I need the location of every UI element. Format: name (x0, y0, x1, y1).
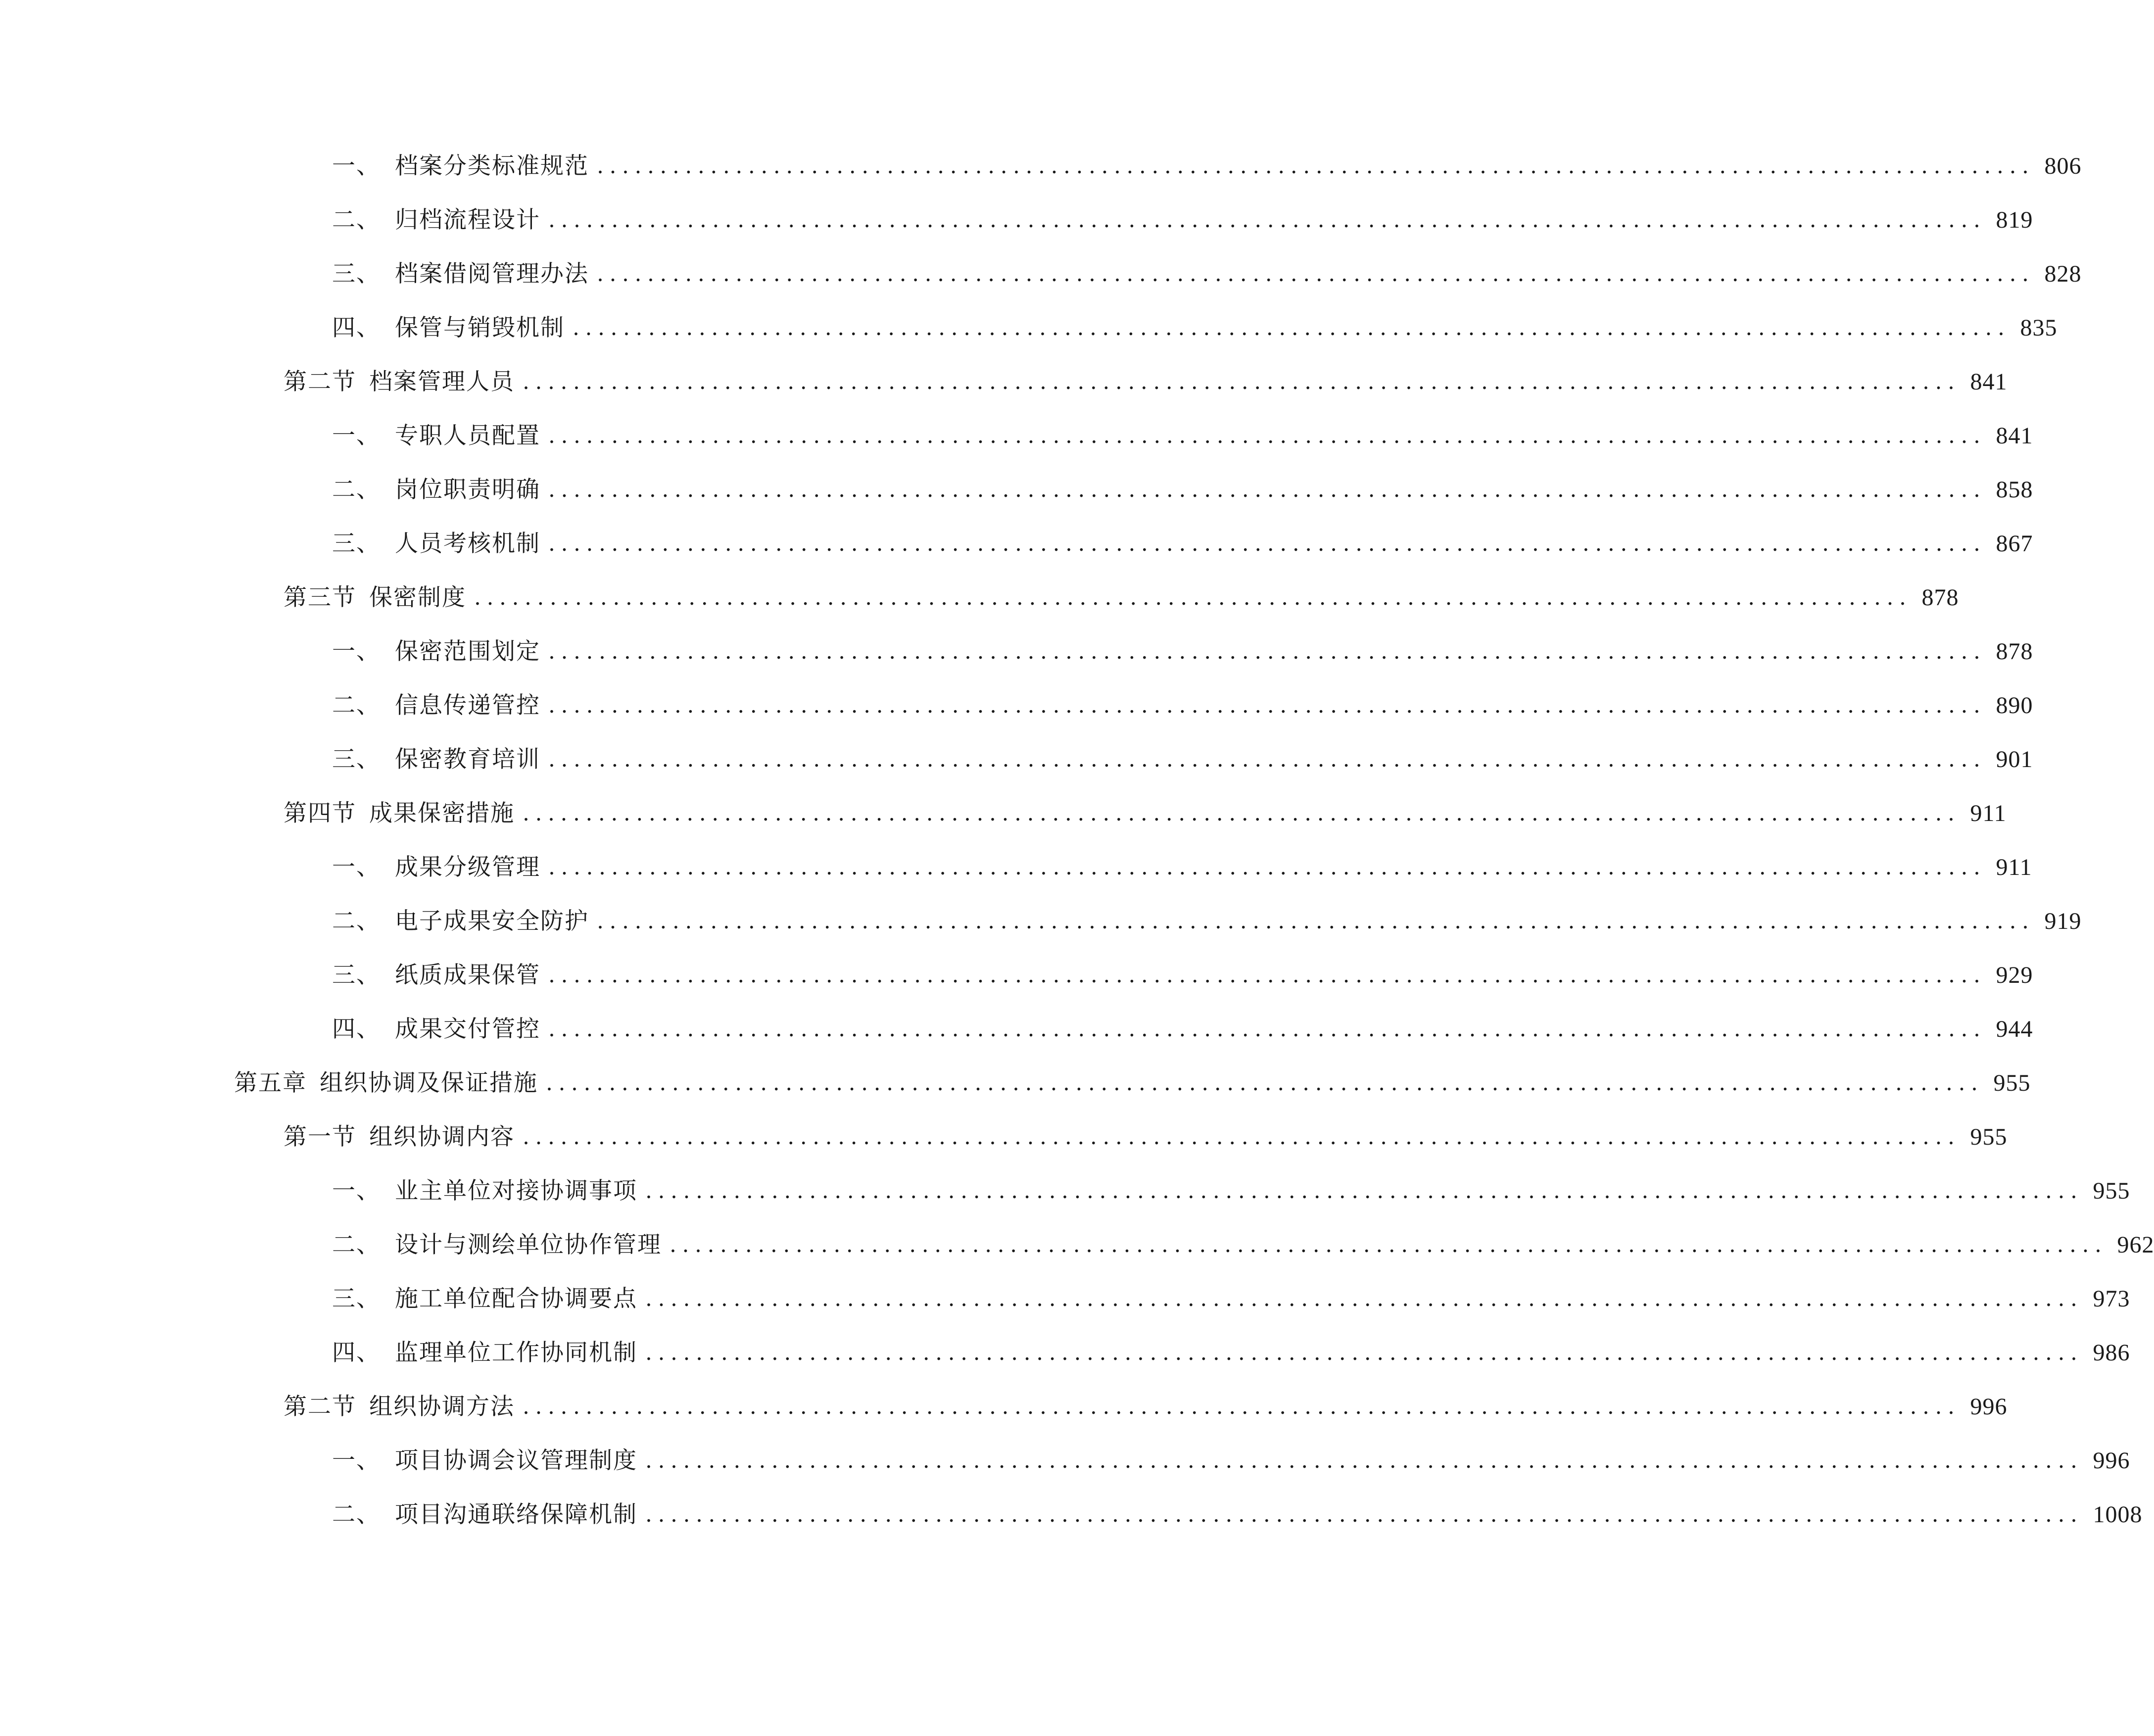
toc-page-number: 911 (1970, 800, 2007, 826)
toc-entry[interactable] (332, 686, 2033, 725)
toc-entry-title: 归档流程设计 (395, 206, 540, 234)
toc-entry-number: 第一节 (284, 1123, 356, 1151)
toc-page-number: 911 (1996, 854, 2032, 880)
toc-page-number: 996 (2093, 1447, 2130, 1474)
toc-entry[interactable] (332, 1441, 2130, 1481)
toc-entry-number: 一、 (332, 638, 381, 665)
dot-leader: .................................................................................................................. (548, 639, 1986, 664)
toc-page-number: 890 (1996, 692, 2033, 719)
toc-entry-number: 一、 (332, 1447, 381, 1474)
toc-entry-title: 档案管理人员 (369, 368, 515, 395)
toc-page-number: 878 (1921, 584, 1959, 611)
toc-page-number: 962 (2117, 1232, 2154, 1258)
toc-entry-number: 一、 (332, 422, 381, 449)
toc-entry[interactable] (332, 308, 2058, 348)
dot-leader: .................................................................................................................. (548, 693, 1986, 718)
toc-entry-title: 施工单位配合协调要点 (395, 1285, 637, 1312)
toc-page-number: 819 (1996, 207, 2033, 233)
toc-entry-number: 四、 (332, 1015, 381, 1043)
toc-entry-title: 成果交付管控 (395, 1015, 540, 1043)
toc-page-number: 955 (1993, 1070, 2031, 1096)
toc-entry-number: 三、 (332, 962, 381, 989)
toc-entry-title: 人员考核机制 (395, 530, 540, 557)
toc-entry-number: 一、 (332, 152, 381, 180)
toc-entry[interactable] (332, 1171, 2130, 1211)
toc-entry-title: 保密制度 (369, 584, 466, 611)
toc-entry[interactable] (332, 848, 2032, 887)
dot-leader: .................................................................................................................. (548, 477, 1986, 502)
toc-entry-title: 电子成果安全防护 (395, 908, 589, 935)
dot-leader: .................................................................................................................. (645, 1448, 2083, 1473)
toc-entry-number: 第三节 (284, 584, 356, 611)
toc-page-number: 867 (1996, 530, 2033, 557)
toc-page-number: 996 (1970, 1394, 2008, 1420)
dot-leader: .................................................................................................................. (597, 909, 2035, 934)
dot-leader: .................................................................................................................. (548, 531, 1986, 556)
toc-entry-title: 成果分级管理 (395, 854, 540, 881)
dot-leader: .................................................................................................................. (474, 585, 1912, 610)
toc-entry-title: 保管与销毁机制 (395, 314, 565, 341)
toc-entry[interactable] (332, 1495, 2143, 1535)
toc-entry-title: 组织协调及保证措施 (320, 1069, 538, 1097)
toc-entry-title: 监理单位工作协同机制 (395, 1339, 637, 1366)
dot-leader: .................................................................................................................. (523, 1124, 1961, 1150)
toc-entry-number: 二、 (332, 908, 381, 935)
toc-entry[interactable] (332, 200, 2033, 240)
toc-page-number: 841 (1996, 423, 2033, 449)
dot-leader: .................................................................................................................. (645, 1286, 2083, 1311)
toc-entry[interactable] (332, 1010, 2033, 1049)
toc-chapter-entry[interactable] (234, 1063, 2031, 1103)
toc-entry[interactable] (332, 416, 2033, 456)
toc-entry-title: 档案分类标准规范 (395, 152, 589, 180)
toc-entry[interactable] (332, 1279, 2130, 1319)
toc-entry-title: 纸质成果保管 (395, 962, 540, 989)
toc-entry-number: 一、 (332, 1177, 381, 1205)
toc-entry[interactable] (332, 632, 2033, 672)
toc-entry-number: 第二节 (284, 368, 356, 395)
toc-entry-number: 四、 (332, 1339, 381, 1366)
dot-leader: .................................................................................................................. (523, 369, 1961, 394)
toc-entry-number: 四、 (332, 314, 381, 341)
toc-page-number: 806 (2044, 153, 2082, 179)
dot-leader: .................................................................................................................. (546, 1070, 1984, 1096)
toc-entry-title: 组织协调方法 (369, 1393, 515, 1420)
dot-leader: .................................................................................................................. (573, 315, 2010, 340)
dot-leader: .................................................................................................................. (548, 423, 1986, 448)
toc-entry-title: 组织协调内容 (369, 1123, 515, 1151)
toc-entry-title: 项目协调会议管理制度 (395, 1447, 637, 1474)
toc-entry-number: 二、 (332, 476, 381, 503)
dot-leader: .................................................................................................................. (548, 207, 1986, 233)
dot-leader: .................................................................................................................. (670, 1232, 2107, 1257)
dot-leader: .................................................................................................................. (597, 153, 2035, 179)
dot-leader: .................................................................................................................. (523, 1394, 1961, 1419)
toc-page-number: 986 (2093, 1340, 2130, 1366)
toc-page-number: 929 (1996, 962, 2033, 988)
dot-leader: .................................................................................................................. (645, 1178, 2083, 1204)
toc-entry-number: 一、 (332, 854, 381, 881)
toc-section-entry[interactable] (284, 1117, 2008, 1157)
dot-leader: .................................................................................................................. (645, 1502, 2083, 1527)
toc-entry-number: 三、 (332, 260, 381, 288)
toc-entry[interactable] (332, 470, 2033, 510)
toc-entry[interactable] (332, 254, 2082, 294)
toc-page-number: 955 (1970, 1124, 2008, 1150)
toc-entry-title: 岗位职责明确 (395, 476, 540, 503)
toc-entry[interactable] (332, 902, 2082, 941)
toc-page-number: 955 (2093, 1178, 2130, 1204)
toc-page-number: 878 (1996, 638, 2033, 665)
toc-section-entry[interactable] (284, 794, 2007, 833)
toc-section-entry[interactable] (284, 362, 2008, 402)
toc-entry-title: 项目沟通联络保障机制 (395, 1501, 637, 1528)
toc-entry[interactable] (332, 956, 2033, 995)
toc-entry-number: 第四节 (284, 800, 356, 827)
toc-entry-number: 三、 (332, 746, 381, 773)
toc-entry-number: 第二节 (284, 1393, 356, 1420)
toc-page-number: 973 (2093, 1286, 2130, 1312)
toc-entry-title: 专职人员配置 (395, 422, 540, 449)
toc-page-number: 944 (1996, 1016, 2033, 1042)
toc-section-entry[interactable] (284, 578, 1959, 618)
dot-leader: .................................................................................................................. (645, 1340, 2083, 1365)
toc-entry-title: 档案借阅管理办法 (395, 260, 589, 288)
toc-entry-title: 业主单位对接协调事项 (395, 1177, 637, 1205)
toc-entry[interactable] (332, 1333, 2130, 1373)
toc-entry[interactable] (332, 740, 2033, 779)
toc-page-number: 841 (1970, 369, 2008, 395)
toc-entry[interactable] (332, 524, 2033, 564)
toc-page-number: 835 (2020, 315, 2058, 341)
dot-leader: .................................................................................................................. (597, 261, 2035, 287)
toc-page-number: 919 (2044, 908, 2082, 934)
toc-entry-title: 成果保密措施 (369, 800, 515, 827)
toc-entry[interactable] (332, 146, 2082, 186)
toc-page-number: 858 (1996, 477, 2033, 503)
toc-entry-number: 二、 (332, 1231, 381, 1258)
toc-entry-number: 三、 (332, 530, 381, 557)
dot-leader: .................................................................................................................. (548, 1016, 1986, 1042)
toc-page-number: 1008 (2093, 1501, 2143, 1528)
toc-entry-number: 二、 (332, 206, 381, 234)
toc-entry-title: 保密教育培训 (395, 746, 540, 773)
toc-page-number: 901 (1996, 746, 2033, 772)
toc-page-number: 828 (2044, 261, 2082, 287)
dot-leader: .................................................................................................................. (548, 747, 1986, 772)
toc-entry-number: 二、 (332, 1501, 381, 1528)
toc-entry-number: 三、 (332, 1285, 381, 1312)
toc-entry-number: 二、 (332, 692, 381, 719)
toc-entry-title: 信息传递管控 (395, 692, 540, 719)
dot-leader: .................................................................................................................. (548, 855, 1986, 880)
toc-section-entry[interactable] (284, 1387, 2008, 1427)
dot-leader: .................................................................................................................. (548, 963, 1986, 988)
toc-entry[interactable] (332, 1225, 2154, 1265)
toc-entry-number: 第五章 (234, 1069, 307, 1097)
toc-entry-title: 保密范围划定 (395, 638, 540, 665)
toc-entry-title: 设计与测绘单位协作管理 (395, 1231, 662, 1258)
dot-leader: .................................................................................................................. (523, 801, 1961, 826)
